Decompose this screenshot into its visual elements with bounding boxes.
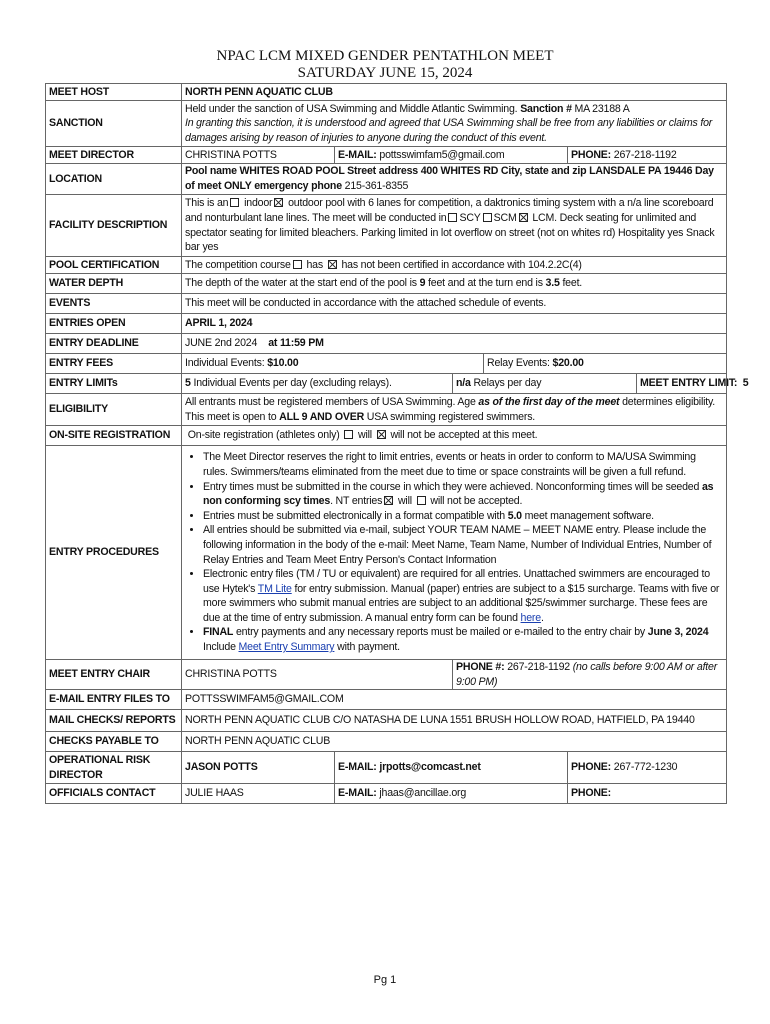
value-location [182, 164, 727, 195]
officials-email-label: E-MAIL: [338, 787, 377, 800]
row-officials-contact [46, 784, 727, 804]
value-entries-open: APRIL 1, 2024 [182, 314, 727, 334]
facility-text-2: outdoor pool with 6 lanes for competition, a daktronics timing system with a n/a line scoreboard and nonturbulant lane lines. The meet will be conducted in [185, 197, 714, 224]
water-start-depth: 9 [419, 277, 426, 290]
procedure-software-version: 5.0 [507, 509, 522, 522]
onsite-text-will: will [358, 429, 372, 442]
fees-individual-cell [182, 354, 484, 374]
checkbox-nt-will-not-unchecked[interactable] [417, 496, 426, 505]
procedure-text: All entries should be submitted via e-mail, subject YOUR TEAM NAME – MEET NAME entry. Please include the following information in the body of the e-mail: Meet Name, Team Name, Number of Individual Entries, Number of Relay Entries and Team Meet Entry Person's Contact Information [203, 524, 712, 566]
meet-info-table [45, 83, 749, 804]
limits-relay-cell [453, 374, 637, 394]
entry-chair-phone: 267-218-1192 [507, 661, 570, 673]
sanction-disclaimer: In granting this sanction, it is understood and agreed that USA Swimming shall be free from any liabilities or claims for damages arising by reason of injuries to anyone during the conduct of this event. [185, 117, 713, 144]
row-meet-host [46, 84, 727, 101]
procedure-text: The Meet Director reserves the right to limit entries, events or heats in order to conform to MA/USA Swimming rules. Swimmers/teams eliminated from the meet due to time or space constraints will be given a full refund. [203, 451, 696, 478]
facility-text-scm: SCM [493, 211, 517, 224]
risk-phone-cell [568, 752, 727, 784]
eligibility-age-group: ALL 9 AND OVER [279, 410, 365, 423]
facility-text-1: This is an [185, 197, 229, 210]
row-water-depth [46, 274, 727, 294]
label-checks-payable: CHECKS PAYABLE TO [46, 732, 182, 752]
meet-entry-summary-link[interactable]: Meet Entry Summary [238, 641, 335, 654]
value-checks-payable: NORTH PENN AQUATIC CLUB [182, 732, 727, 752]
procedure-text: . [540, 611, 544, 624]
procedure-text: Include [203, 641, 236, 654]
row-entry-chair [46, 660, 727, 690]
eligibility-text-2: determines eligibility. This meet is open to [185, 395, 716, 423]
row-facility [46, 195, 727, 257]
row-email-files [46, 690, 727, 710]
director-name: CHRISTINA POTTS [182, 147, 335, 164]
procedure-item [203, 523, 723, 567]
row-sanction [46, 101, 727, 147]
deadline-time: at 11:59 PM [268, 337, 324, 350]
label-email-files: E-MAIL ENTRY FILES TO [46, 690, 182, 710]
risk-email-cell [335, 752, 568, 784]
row-entry-procedures [46, 446, 727, 660]
procedure-nonconforming: as non conforming scy times [203, 480, 714, 508]
value-sanction [182, 101, 727, 147]
value-eligibility [182, 394, 727, 426]
eligibility-text-3: USA swimming registered swimmers. [366, 410, 536, 423]
value-mail-checks: NORTH PENN AQUATIC CLUB C/O NATASHA DE LUNA 1551 BRUSH HOLLOW ROAD, HATFIELD, PA 19440 [182, 710, 727, 732]
director-email: pottsswimfam5@gmail.com [379, 148, 505, 161]
entry-chair-name: CHRISTINA POTTS [182, 660, 453, 690]
limits-individual-num: 5 [185, 377, 191, 390]
procedure-item [203, 509, 723, 524]
fees-relay-cell [484, 354, 727, 374]
limits-meet-cell [637, 374, 749, 394]
eligibility-age-rule: as of the first day of the meet [478, 395, 620, 408]
director-phone: 267-218-1192 [613, 148, 677, 161]
row-eligibility [46, 394, 727, 426]
procedure-text: Electronic entry files (TM / TU or equivalent) are required for all entries. Unattached swimmers are encouraged to use Hytek's [203, 568, 710, 595]
deadline-date: JUNE 2nd 2024 [185, 337, 258, 350]
officials-phone-cell [568, 784, 727, 804]
onsite-text-1: On-site registration (athletes only) [187, 429, 340, 442]
label-sanction: SANCTION [46, 101, 182, 147]
fees-individual: $10.00 [267, 357, 299, 370]
limits-relay-num: n/a [456, 377, 471, 390]
fees-relay-label: Relay Events: [487, 357, 550, 370]
director-phone-cell [568, 147, 727, 164]
label-entry-fees: ENTRY FEES [46, 354, 182, 374]
eligibility-text-1: All entrants must be registered members of USA Swimming. Age [185, 395, 476, 408]
value-water-depth [182, 274, 727, 294]
sanction-number: MA 23188 A [574, 102, 630, 115]
officials-email-cell [335, 784, 568, 804]
row-location [46, 164, 727, 195]
sanction-number-label: Sanction # [520, 102, 572, 115]
procedure-text: meet management software. [524, 509, 654, 522]
label-onsite-registration: ON-SITE REGISTRATION [46, 426, 182, 446]
director-email-cell [335, 147, 568, 164]
row-risk-director [46, 752, 727, 784]
label-entry-procedures: ENTRY PROCEDURES [46, 446, 182, 660]
doc-title-line1: NPAC LCM MIXED GENDER PENTATHLON MEET [216, 48, 554, 64]
procedure-item [203, 450, 723, 479]
location-text: Pool name WHITES ROAD POOL Street address 400 WHITES RD City, state and zip LANSDALE PA 19446 Day of meet ONLY emergency phone [185, 165, 714, 192]
row-onsite-registration [46, 426, 727, 446]
row-entry-fees [46, 354, 727, 374]
label-eligibility: ELIGIBILITY [46, 394, 182, 426]
risk-phone: 267-772-1230 [613, 761, 678, 774]
row-entry-deadline [46, 334, 727, 354]
water-text-1: The depth of the water at the start end of the pool is [185, 277, 417, 290]
manual-entry-form-link[interactable]: here [520, 611, 541, 624]
label-water-depth: WATER DEPTH [46, 274, 182, 294]
limits-relay-text: Relays per day [473, 377, 542, 390]
tm-lite-link[interactable]: TM Lite [257, 582, 292, 595]
procedure-text: with payment. [337, 641, 400, 654]
label-events: EVENTS [46, 294, 182, 314]
row-meet-director [46, 147, 727, 164]
label-officials-contact: OFFICIALS CONTACT [46, 784, 182, 804]
procedure-item [203, 480, 723, 509]
procedure-text: . NT entries [330, 495, 383, 508]
label-entries-open: ENTRIES OPEN [46, 314, 182, 334]
value-pool-certification [182, 257, 727, 274]
value-facility [182, 195, 727, 257]
row-checks-payable [46, 732, 727, 752]
procedure-text: Entry times must be submitted in the course in which they were achieved. Nonconforming times will be seeded [203, 480, 700, 493]
checkbox-onsite-will-not-checked[interactable] [377, 430, 386, 439]
row-pool-certification [46, 257, 727, 274]
checkbox-outdoor-checked[interactable] [274, 198, 283, 207]
officials-email: jhaas@ancillae.org [379, 787, 467, 800]
doc-title-line2: SATURDAY JUNE 15, 2024 [297, 65, 473, 81]
entry-chair-phone-label: PHONE #: [456, 661, 505, 673]
pool-cert-text-2: has not been certified in accordance with 104.2.2C(4) [341, 258, 582, 271]
limits-individual-cell [182, 374, 453, 394]
procedure-text: will not be accepted. [430, 495, 523, 508]
checkbox-has-unchecked[interactable] [293, 260, 302, 269]
fees-relay: $20.00 [552, 357, 584, 370]
label-risk-director: OPERATIONAL RISK DIRECTOR [46, 752, 182, 784]
value-meet-host: NORTH PENN AQUATIC CLUB [182, 84, 727, 101]
value-email-files: POTTSSWIMFAM5@GMAIL.COM [182, 690, 727, 710]
label-meet-director: MEET DIRECTOR [46, 147, 182, 164]
row-mail-checks [46, 710, 727, 732]
officials-name: JULIE HAAS [182, 784, 335, 804]
sanction-line: Held under the sanction of USA Swimming and Middle Atlantic Swimming. [185, 102, 518, 115]
water-text-3: feet. [562, 277, 583, 290]
procedure-item [203, 625, 723, 654]
procedure-text: will [397, 495, 412, 508]
officials-phone-label: PHONE: [571, 787, 612, 800]
label-pool-certification: POOL CERTIFICATION [46, 257, 182, 274]
label-location: LOCATION [46, 164, 182, 195]
procedure-text: for entry submission. Manual (paper) entries are subject to a $15 surcharge. Teams with five or more swimmers who submit manual entries are subject to an additional $25/swimmer surcharge. These fees are due at the time of entry submission. A manual entry form can be found [203, 582, 720, 624]
water-text-2: feet and at the turn end is [428, 277, 543, 290]
director-email-label: E-MAIL: [338, 148, 377, 161]
value-onsite-registration [182, 426, 727, 446]
limits-meet-label: MEET ENTRY LIMIT: [640, 377, 738, 390]
procedure-final: FINAL [203, 626, 234, 639]
facility-text-3: LCM. Deck seating for unlimited and spectator seating for limited bleachers. Parking limited in lot overflow on street (not on whites rd) Hospitality yes Snack bar yes [185, 211, 715, 254]
page-number: Pg 1 [373, 974, 397, 986]
risk-director-name: JASON POTTS [182, 752, 335, 784]
risk-phone-label: PHONE: [571, 761, 612, 774]
entry-chair-call-note: (no calls before 9:00 AM or after 9:00 PM) [456, 661, 718, 688]
label-meet-host: MEET HOST [46, 84, 182, 101]
risk-email-label: E-MAIL: [338, 761, 377, 774]
checkbox-nt-will-checked[interactable] [384, 496, 393, 505]
checkbox-scy-unchecked[interactable] [448, 213, 457, 222]
procedures-list [185, 450, 723, 654]
checkbox-scm-unchecked[interactable] [483, 213, 492, 222]
facility-text-scy: SCY [459, 211, 481, 224]
label-entry-limits: ENTRY LIMITs [46, 374, 182, 394]
director-phone-label: PHONE: [571, 148, 612, 161]
procedure-item [203, 567, 723, 625]
value-entry-deadline [182, 334, 727, 354]
label-mail-checks: MAIL CHECKS/ REPORTS [46, 710, 182, 732]
facility-text-indoor: indoor [244, 197, 273, 210]
entry-chair-phone-cell [453, 660, 727, 690]
label-entry-deadline: ENTRY DEADLINE [46, 334, 182, 354]
checkbox-lcm-checked[interactable] [519, 213, 528, 222]
limits-meet: 5 [742, 377, 749, 390]
checkbox-onsite-will-unchecked[interactable] [344, 430, 353, 439]
row-entries-open [46, 314, 727, 334]
value-events: This meet will be conducted in accordance with the attached schedule of events. [182, 294, 727, 314]
checkbox-has-not-checked[interactable] [328, 260, 337, 269]
procedure-text: entry payments and any necessary reports must be mailed or e-mailed to the entry chair by [235, 626, 646, 639]
water-turn-depth: 3.5 [545, 277, 560, 290]
onsite-text-2: will not be accepted at this meet. [390, 429, 538, 442]
label-facility: FACILITY DESCRIPTION [46, 195, 182, 257]
row-events [46, 294, 727, 314]
fees-individual-label: Individual Events: [185, 357, 265, 370]
row-entry-limits [46, 374, 727, 394]
pool-cert-text-1: The competition course [185, 258, 291, 271]
value-entry-procedures [182, 446, 727, 660]
location-phone: 215-361-8355 [344, 180, 409, 192]
label-entry-chair: MEET ENTRY CHAIR [46, 660, 182, 690]
procedure-payment-deadline: June 3, 2024 [647, 626, 709, 639]
pool-cert-text-has: has [306, 258, 323, 271]
checkbox-indoor-unchecked[interactable] [230, 198, 239, 207]
risk-email: jrpotts@comcast.net [379, 761, 481, 774]
procedure-text: Entries must be submitted electronically in a format compatible with [203, 509, 505, 522]
limits-individual-text: Individual Events per day (excluding relays). [193, 377, 392, 390]
